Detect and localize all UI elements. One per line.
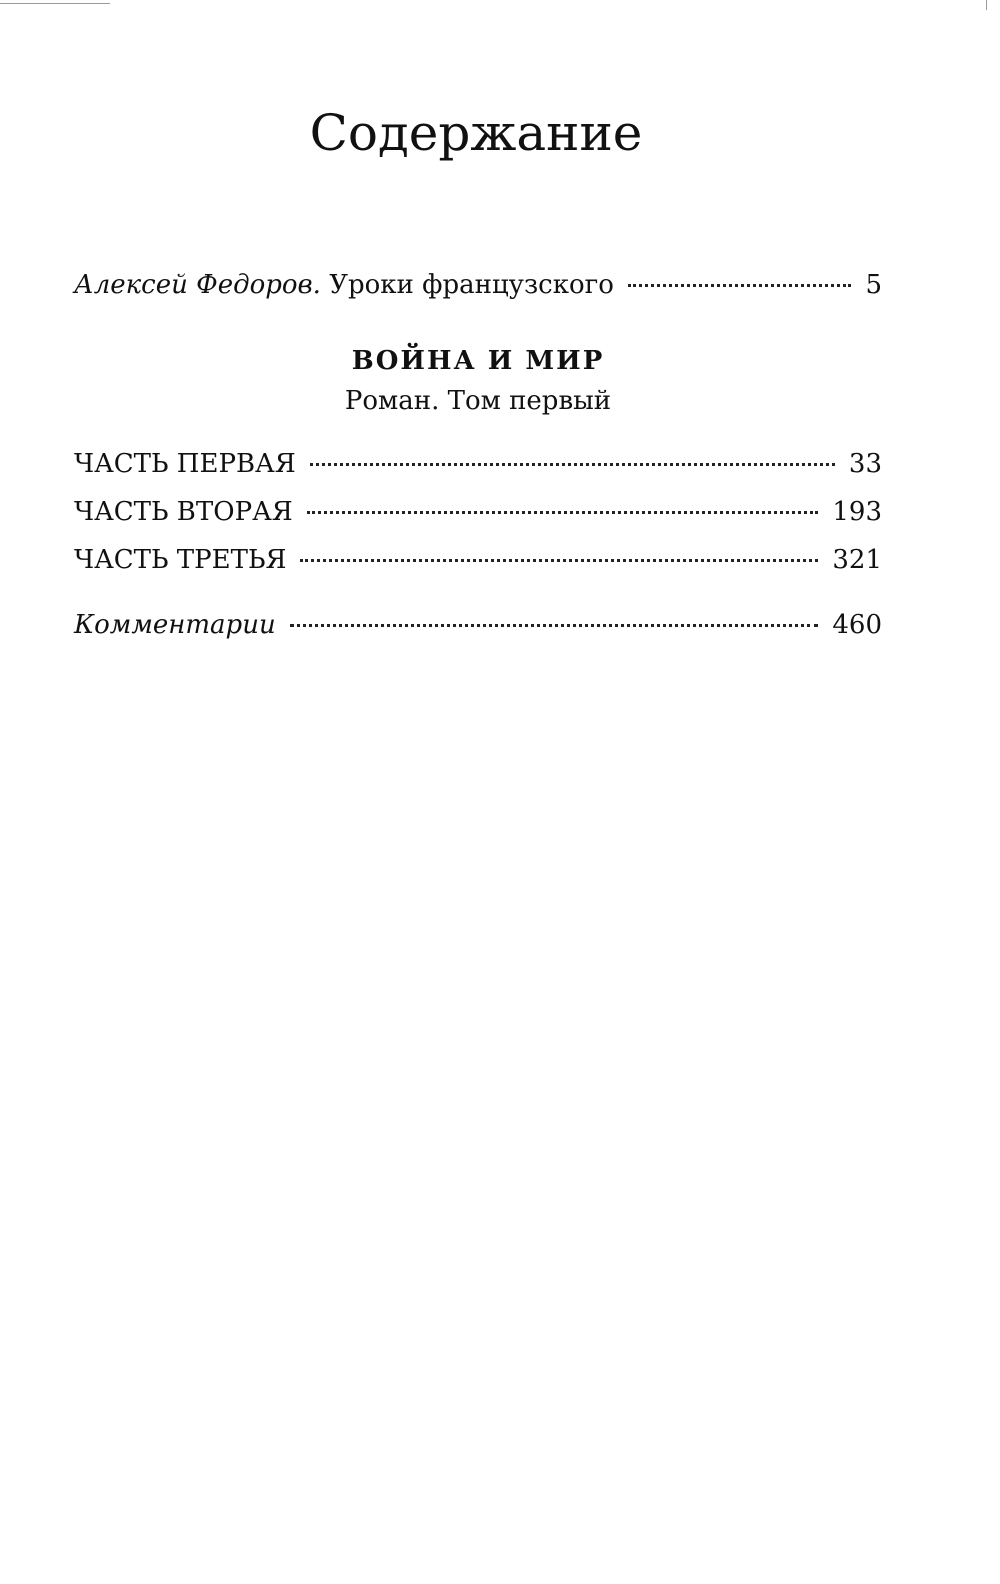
scan-edge-mark bbox=[986, 0, 987, 10]
toc-entry-label: ЧАСТЬ ПЕРВАЯ bbox=[74, 449, 296, 479]
scan-edge-mark bbox=[0, 3, 110, 4]
toc-entry-preface[interactable] bbox=[74, 268, 882, 302]
toc-entry-author: Алексей Федоров. bbox=[74, 270, 321, 300]
section-title: ВОЙНА И МИР bbox=[351, 346, 605, 376]
toc-entry-part-2[interactable] bbox=[74, 495, 882, 529]
toc-page-number: 193 bbox=[832, 497, 882, 527]
dot-leader bbox=[310, 463, 835, 466]
toc-entry-label bbox=[74, 268, 628, 302]
toc-page-number: 460 bbox=[832, 610, 882, 640]
toc-page-number: 321 bbox=[832, 545, 882, 575]
section-subtitle: Роман. Том первый bbox=[344, 386, 612, 416]
dot-leader bbox=[290, 624, 819, 627]
toc-page-number: 5 bbox=[865, 270, 882, 300]
toc-entry-label: ЧАСТЬ ВТОРАЯ bbox=[74, 497, 293, 527]
page-title: Содержание bbox=[309, 104, 643, 162]
toc-entry-label: Комментарии bbox=[74, 610, 276, 640]
dot-leader bbox=[300, 559, 818, 562]
toc-entry-part-1[interactable] bbox=[74, 447, 882, 481]
toc-entry-commentary[interactable] bbox=[74, 608, 882, 642]
dot-leader bbox=[628, 284, 852, 287]
toc-entry-title: Уроки французского bbox=[329, 270, 614, 300]
dot-leader bbox=[307, 511, 819, 514]
toc-page-number: 33 bbox=[848, 449, 882, 479]
toc-entry-part-3[interactable] bbox=[74, 543, 882, 577]
toc-entry-label: ЧАСТЬ ТРЕТЬЯ bbox=[74, 545, 287, 575]
